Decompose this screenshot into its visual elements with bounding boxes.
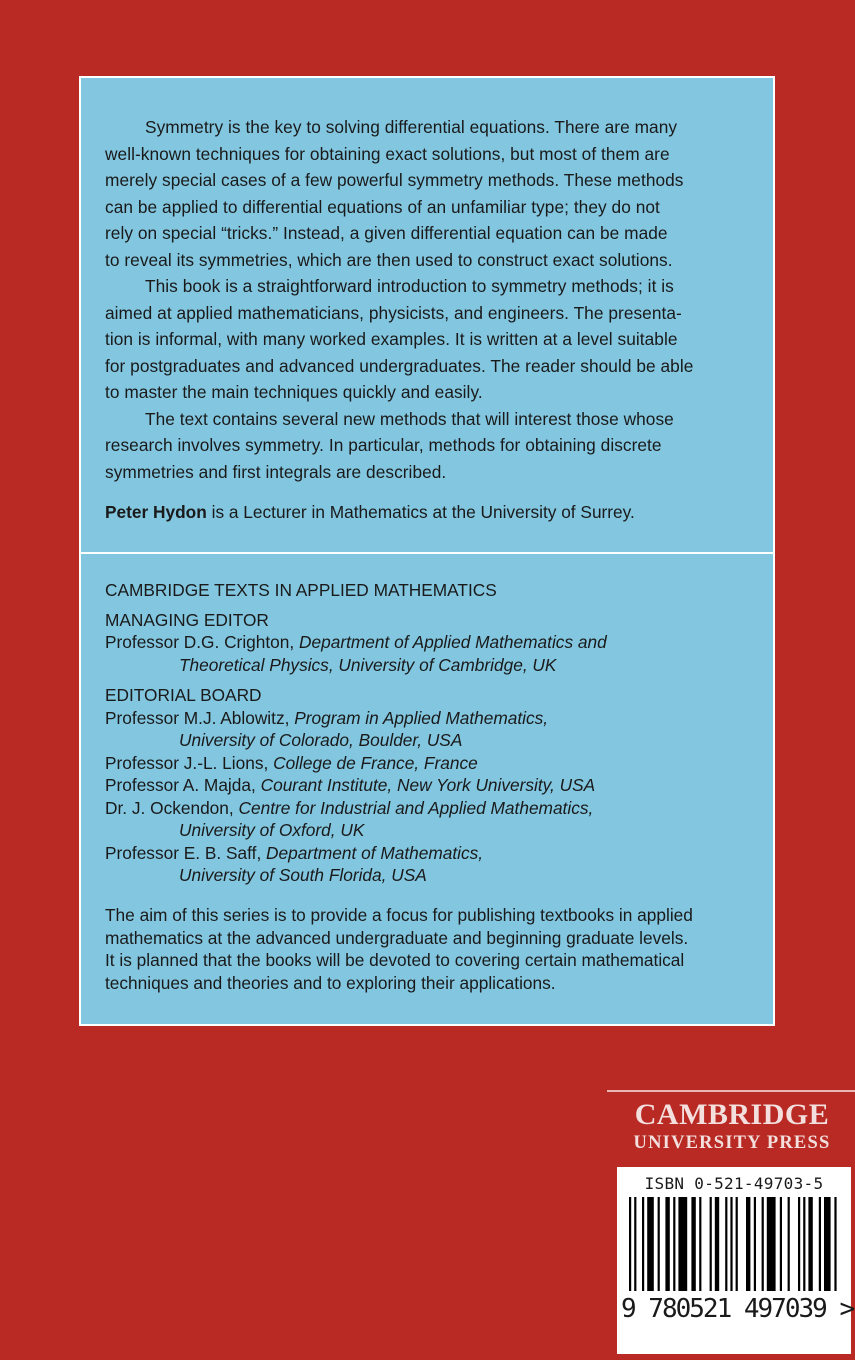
board-member-entry: Dr. J. Ockendon, Centre for Industrial and Applied Mathematics, [105, 797, 594, 818]
series-aim: The aim of this series is to provide a focus for publishing textbooks in applied mathematics at the advanced undergraduate and beginning graduate levels. It is planned that the books will be devoted to covering certain mathematical techniques and theories and to exploring their applications. [105, 905, 693, 993]
board-member-entry: Professor E. B. Saff, Department of Mathematics, [105, 842, 484, 863]
board-member-entry: Professor J.-L. Lions, College de France, France [105, 752, 478, 773]
series-title: CAMBRIDGE TEXTS IN APPLIED MATHEMATICS [105, 580, 497, 600]
publisher-rule [607, 1090, 855, 1092]
author-name: Peter Hydon [105, 502, 207, 522]
series-info [105, 579, 755, 887]
blurb-paragraph-3: The text contains several new methods that will interest those whose research involves symmetry. In particular, methods for obtaining discrete symmetries and first integrals are described. [105, 408, 674, 482]
board-member-affil: University of Colorado, Boulder, USA [179, 730, 463, 750]
managing-editor-entry: Professor D.G. Crighton, Department of Applied Mathematics and [105, 632, 607, 652]
panel-divider [81, 552, 773, 554]
managing-editor-heading: MANAGING EDITOR [105, 609, 269, 630]
managing-editor-affil: Theoretical Physics, University of Cambridge, UK [179, 654, 557, 675]
author-bio [105, 502, 635, 523]
isbn-barcode-box [617, 1167, 854, 1354]
board-member-entry: Professor A. Majda, Courant Institute, New York University, USA [105, 775, 596, 795]
isbn-label: ISBN 0-521-49703-5 [644, 1174, 824, 1193]
back-cover-panel [79, 76, 775, 1026]
editorial-board-heading: EDITORIAL BOARD [105, 685, 262, 705]
blurb-paragraph-2: This book is a straightforward introduction to symmetry methods; it is aimed at applied mathematicians, physicists, and engineers. The presenta- tion is informal, with many worked examples. It is written at a level suitable for postgraduates and advanced undergraduates. The reader should be able to master the main techniques quickly and easily. [105, 276, 694, 402]
publisher-logo-name: CAMBRIDGE [634, 1098, 830, 1131]
board-member-affil: University of South Florida, USA [179, 865, 427, 885]
book-description [105, 114, 745, 485]
publisher-logo-sub: UNIVERSITY PRESS [633, 1133, 831, 1153]
author-bio-text: is a Lecturer in Mathematics at the University of Surrey. [206, 502, 635, 522]
board-member-entry: Professor M.J. Ablowitz, Program in Applied Mathematics, [105, 707, 549, 728]
barcode-icon [627, 1197, 841, 1291]
blurb-paragraph-1: Symmetry is the key to solving differential equations. There are many well-known techniques for obtaining exact solutions, but most of them are merely special cases of a few powerful symmetry methods. These methods can be applied to differential equations of an unfamiliar type; they do not rely on special “tricks.” Instead, a given differential equation can be made to reveal its symmetries, which are then used to construct exact solutions. [105, 117, 684, 270]
barcode-digits: 9 780521 497039 > [621, 1294, 854, 1324]
board-member-affil: University of Oxford, UK [179, 820, 365, 840]
